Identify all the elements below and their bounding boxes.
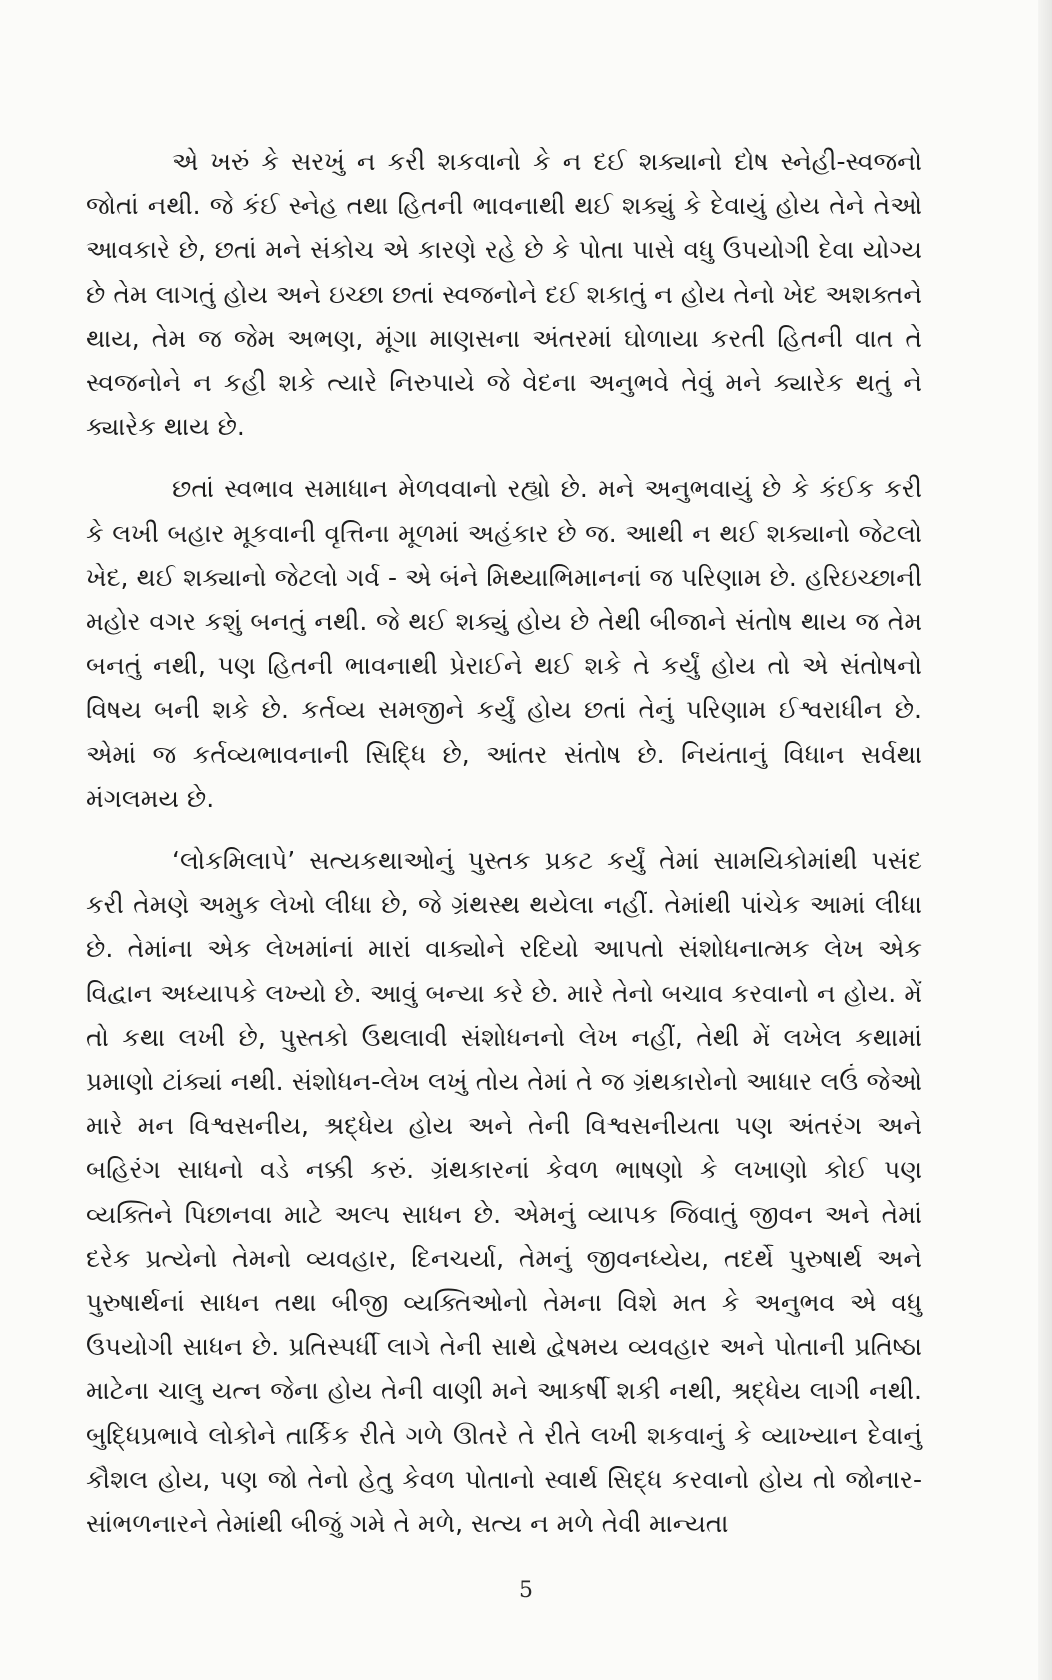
paragraph-3: ‘લોકમિલાપે’ સત્યકથાઓનું પુસ્તક પ્રકટ કર્યું તેમાં સામયિકોમાંથી પસંદ કરી તેમણે અમુક લેખો લીધા છે, જે ગ્રંથસ્થ થયેલા નહીં. તેમાંથી પાંચેક આમાં લીધા છે. તેમાંના એક લેખમાંનાં મારાં વાક્યોને રદિયો આપતો સંશોધનાત્મક લેખ એક વિદ્વાન અધ્યાપકે લખ્યો છે. આવું બન્યા કરે છે. મારે તેનો બચાવ કરવાનો ન હોય. મેં તો કથા લખી છે, પુસ્તકો ઉથલાવી સંશોધનનો લેખ નહીં, તેથી મેં લખેલ કથામાં પ્રમાણો ટાંક્યાં નથી. સંશોધન-લેખ લખું તોય તેમાં તે જ ગ્રંથકારોનો આધાર લઉં જેઓ મારે મન વિશ્વસનીય, શ્રદ્ધેય હોય અને તેની વિશ્વસનીયતા પણ અંતરંગ અને બહિરંગ સાધનો વડે નક્કી કરું. ગ્રંથકારનાં કેવળ ભાષણો કે લખાણો કોઈ પણ વ્યક્તિને પિછાનવા માટે અલ્પ સાધન છે. એમનું વ્યાપક જિવાતું જીવન અને તેમાં દરેક પ્રત્યેનો તેમનો વ્યવહાર, દિનચર્યા, તેમનું જીવનધ્યેય, તદર્થે પુરુષાર્થ અને પુરુષાર્થનાં સાધન તથા બીજી વ્યક્તિઓનો તેમના વિશે મત કે અનુભવ એ વધુ ઉપયોગી સાધન છે. પ્રતિસ્પર્ધી લાગે તેની સાથે દ્વેષમય વ્યવહાર અને પોતાની પ્રતિષ્ઠા માટેના ચાલુ યત્ન જેના હોય તેની વાણી મને આકર્ષી શકી નથી, શ્રદ્ધેય લાગી નથી. બુદ્ધિપ્રભાવે લોકોને તાર્કિક રીતે ગળે ઊતરે તે રીતે લખી શકવાનું કે વ્યાખ્યાન દેવાનું કૌશલ હોય, પણ જો તેનો હેતુ કેવળ પોતાનો સ્વાર્થ સિદ્ધ કરવાનો હોય તો જોનાર-સાંભળનારને તેમાંથી બીજું ગમે તે મળે, સત્ય ન મળે તેવી માન્યતા: [86, 846, 922, 1539]
paragraph-2: છતાં સ્વભાવ સમાધાન મેળવવાનો રહ્યો છે. મને અનુભવાયું છે કે કંઈક કરી કે લખી બહાર મૂકવાની વૃત્તિના મૂળમાં અહંકાર છે જ. આથી ન થઈ શક્યાનો જેટલો ખેદ, થઈ શક્યાનો જેટલો ગર્વ - એ બંને મિથ્યાભિમાનનાં જ પરિણામ છે. હરિઇચ્છાની મહોર વગર કશું બનતું નથી. જે થઈ શક્યું હોય છે તેથી બીજાને સંતોષ થાય જ તેમ બનતું નથી, પણ હિતની ભાવનાથી પ્રેરાઈને થઈ શકે તે કર્યું હોય તો એ સંતોષનો વિષય બની શકે છે. કર્તવ્ય સમજીને કર્યું હોય છતાં તેનું પરિણામ ઈશ્વરાધીન છે. એમાં જ કર્તવ્યભાવનાની સિદ્ધિ છે, આંતર સંતોષ છે. નિયંતાનું વિધાન સર્વથા મંગલમય છે.: [86, 474, 922, 813]
page-edge-shadow: [1038, 0, 1052, 1680]
paragraph-1: એ ખરું કે સરખું ન કરી શકવાનો કે ન દઈ શક્યાનો દોષ સ્નેહી-સ્વજનો જોતાં નથી. જે કંઈ સ્નેહ તથા હિતની ભાવનાથી થઈ શક્યું કે દેવાયું હોય તેને તેઓ આવકારે છે, છતાં મને સંકોચ એ કારણે રહે છે કે પોતા પાસે વધુ ઉપયોગી દેવા યોગ્ય છે તેમ લાગતું હોય અને ઇચ્છા છતાં સ્વજનોને દઈ શકાતું ન હોય તેનો ખેદ અશક્તને થાય, તેમ જ જેમ અભણ, મૂંગા માણસના અંતરમાં ઘોળાયા કરતી હિતની વાત તે સ્વજનોને ન કહી શકે ત્યારે નિરુપાયે જે વેદના અનુભવે તેવું મને ક્યારેક થતું ને ક્યારેક થાય છે.: [86, 147, 922, 442]
body-text: [86, 140, 922, 1564]
page-number: 5: [519, 1578, 533, 1603]
